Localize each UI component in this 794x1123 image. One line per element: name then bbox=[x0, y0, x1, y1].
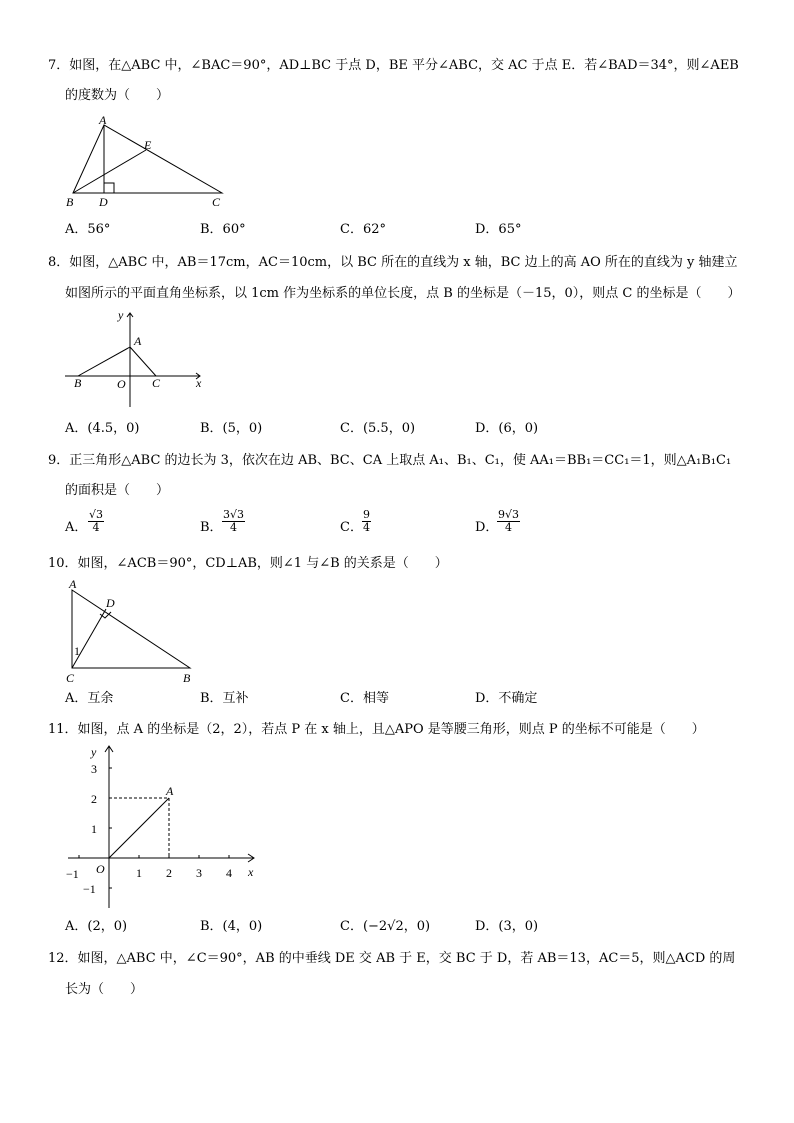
q8-option-b[interactable]: B．(5，0) bbox=[200, 421, 263, 436]
q7-right-angle-mark bbox=[104, 183, 114, 193]
q9-option-a-numerator: √3 bbox=[89, 508, 104, 521]
q8-label-y: y bbox=[118, 308, 124, 322]
q11-label-y3: 3 bbox=[91, 762, 97, 776]
q10-label-d: D bbox=[106, 596, 115, 610]
q9-option-c-label[interactable]: C． bbox=[340, 520, 363, 535]
q8-option-c[interactable]: C．(5.5，0) bbox=[340, 421, 416, 436]
q11-label-y: y bbox=[91, 745, 97, 759]
q9-option-a-fraction[interactable] bbox=[88, 509, 104, 534]
q9-option-c-numerator: 9 bbox=[363, 508, 370, 521]
q11-label-x3: 3 bbox=[196, 866, 202, 880]
q8-label-a: A bbox=[134, 334, 142, 348]
q7-figure bbox=[62, 112, 232, 210]
q7-label-b: B bbox=[66, 195, 74, 209]
q9-option-b-denominator: 4 bbox=[230, 521, 237, 534]
q11-option-d[interactable]: D．(3，0) bbox=[475, 919, 539, 934]
q12-stem-line1: 12．如图，△ABC 中，∠C＝90°，AB 的中垂线 DE 交 AB 于 E，交 BC 于 D，若 AB＝13，AC＝5，则△ACD 的周 bbox=[48, 951, 736, 966]
q8-label-b: B bbox=[74, 376, 82, 390]
q8-option-d[interactable]: D．(6，0) bbox=[475, 421, 539, 436]
q11-stem-line1: 11．如图，点 A 的坐标是（2，2），若点 P 在 x 轴上，且△APO 是等腰三角形，则点 P 的坐标不可能是（ ） bbox=[48, 722, 705, 737]
q11-option-c[interactable]: C．(−2√2，0) bbox=[340, 919, 431, 934]
q10-label-angle-1: 1 bbox=[74, 644, 80, 658]
q7-option-c[interactable]: C．62° bbox=[340, 222, 386, 237]
q9-option-b-label[interactable]: B． bbox=[200, 520, 223, 535]
q7-option-b[interactable]: B．60° bbox=[200, 222, 246, 237]
q8-stem-line2: 如图所示的平面直角坐标系，以 1cm 作为坐标系的单位长度，点 B 的坐标是（－15，0），则点 C 的坐标是（ ） bbox=[65, 286, 741, 301]
q8-option-a[interactable]: A．(4.5，0) bbox=[65, 421, 140, 436]
q10-label-c: C bbox=[66, 671, 75, 684]
q8-label-c: C bbox=[152, 376, 161, 390]
q11-option-b[interactable]: B．(4，0) bbox=[200, 919, 263, 934]
q10-option-b[interactable]: B．互补 bbox=[200, 691, 249, 706]
q8-stem-line1: 8．如图，△ABC 中，AB＝17cm，AC＝10cm，以 BC 所在的直线为 x 轴，BC 边上的高 AO 所在的直线为 y 轴建立 bbox=[48, 255, 738, 270]
q9-stem-line1: 9．正三角形△ABC 的边长为 3，依次在边 AB、BC、CA 上取点 A₁、B₁、C₁，使 AA₁＝BB₁＝CC₁＝1，则△A₁B₁C₁ bbox=[48, 453, 732, 468]
q11-label-xm1: −1 bbox=[66, 867, 79, 881]
q7-bisector-be bbox=[73, 150, 146, 193]
q7-triangle-abc bbox=[73, 125, 222, 193]
q10-option-a[interactable]: A．互余 bbox=[65, 691, 114, 706]
q11-label-ym1: −1 bbox=[83, 882, 96, 896]
q10-stem-line1: 10．如图，∠ACB＝90°，CD⊥AB，则∠1 与∠B 的关系是（ ） bbox=[48, 556, 448, 571]
q11-label-x4: 4 bbox=[226, 866, 232, 880]
q7-stem-line1: 7．如图，在△ABC 中，∠BAC＝90°，AD⊥BC 于点 D，BE 平分∠ABC，交 AC 于点 E．若∠BAD＝34°，则∠AEB bbox=[48, 58, 739, 73]
q8-figure bbox=[60, 305, 210, 410]
q11-label-x1: 1 bbox=[136, 866, 142, 880]
q8-side-ab bbox=[78, 347, 130, 376]
q11-label-o: O bbox=[96, 862, 105, 876]
q11-label-y2: 2 bbox=[91, 792, 97, 806]
q7-label-e: E bbox=[144, 138, 152, 152]
q7-label-a: A bbox=[99, 113, 107, 127]
q10-altitude-cd bbox=[72, 609, 106, 668]
q9-stem-line2: 的面积是（ ） bbox=[65, 483, 170, 498]
q10-label-b: B bbox=[183, 671, 191, 684]
q8-label-o: O bbox=[117, 377, 126, 391]
q8-label-x: x bbox=[196, 376, 202, 390]
q9-option-a-label[interactable]: A． bbox=[65, 520, 88, 535]
q11-label-a: A bbox=[166, 784, 174, 798]
q10-option-d[interactable]: D．不确定 bbox=[475, 691, 538, 706]
q9-option-a-denominator: 4 bbox=[92, 521, 100, 534]
q11-label-x: x bbox=[248, 865, 254, 879]
q10-triangle-acb bbox=[72, 590, 190, 668]
q10-figure bbox=[62, 576, 202, 684]
q11-label-y1: 1 bbox=[91, 822, 97, 836]
q9-option-c-denominator: 4 bbox=[363, 521, 370, 534]
q12-stem-line2: 长为（ ） bbox=[65, 982, 144, 997]
q10-option-c[interactable]: C．相等 bbox=[340, 691, 389, 706]
q7-label-c: C bbox=[212, 195, 221, 209]
q7-option-d[interactable]: D．65° bbox=[475, 222, 522, 237]
q9-option-d-label[interactable]: D． bbox=[475, 520, 499, 535]
q9-option-d-denominator: 4 bbox=[505, 521, 512, 534]
q10-label-a: A bbox=[69, 577, 77, 591]
q9-option-d-numerator: 9√3 bbox=[498, 508, 520, 521]
q7-stem-line2: 的度数为（ ） bbox=[65, 88, 170, 103]
q7-label-d: D bbox=[99, 195, 108, 209]
q11-figure bbox=[58, 740, 258, 910]
q9-option-b-fraction[interactable] bbox=[222, 509, 245, 534]
q9-option-c-fraction[interactable] bbox=[362, 509, 371, 534]
q11-label-x2: 2 bbox=[166, 866, 172, 880]
q11-option-a[interactable]: A．(2，0) bbox=[65, 919, 128, 934]
q9-option-b-numerator: 3√3 bbox=[223, 508, 245, 521]
q8-side-ac bbox=[130, 347, 156, 376]
q11-segment-oa bbox=[109, 798, 169, 858]
q7-option-a[interactable]: A．56° bbox=[65, 222, 111, 237]
q9-option-d-fraction[interactable] bbox=[497, 509, 520, 534]
